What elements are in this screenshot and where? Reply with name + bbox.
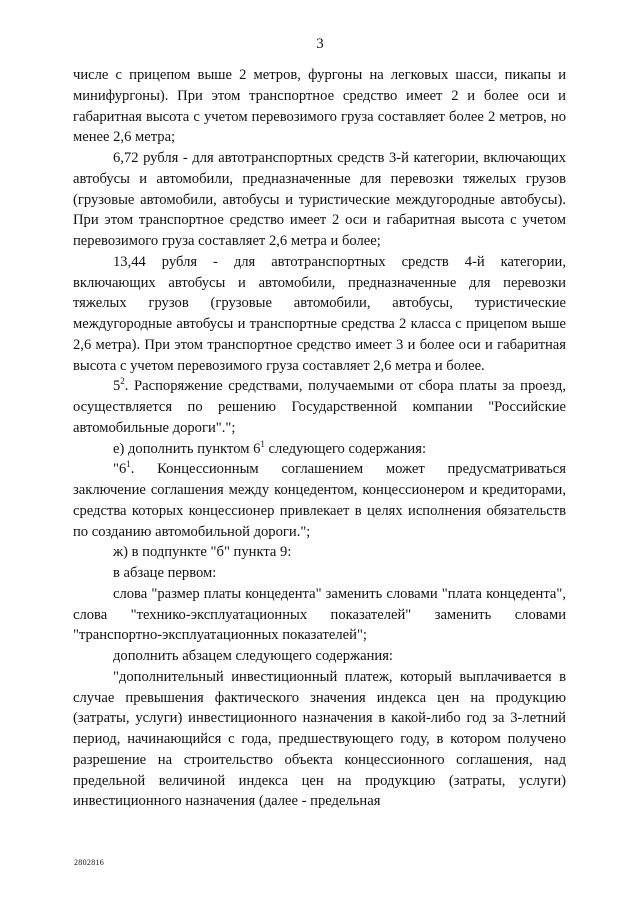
clause-number: "6	[113, 461, 127, 478]
paragraph-first-abzac: в абзаце первом:	[113, 565, 217, 581]
document-body	[73, 65, 566, 812]
document-code: 2802816	[74, 858, 105, 867]
paragraph-rate-category-4: 13,44 рубля - для автотранспортных средств 4-й категории, включающих автобусы и автомобили, предназначенные для перевозки тяжелых грузов (грузовые автомобили, автобусы, туристические междугородные автобусы и транспортные средства 2 класса с прицепом выше 2,6 метра). При этом транспортное средство имеет 3 и более оси и габаритная высота с учетом перевозимого груза составляет 2,6 метра и более.	[73, 253, 566, 374]
paragraph-continuation: числе с прицепом выше 2 метров, фургоны на легковых шасси, пикапы и минифургоны). При этом транспортное средство имеет 2 и более оси и габаритная высота с учетом перевозимого груза составляет более 2 метров, но менее 2,6 метра;	[73, 67, 566, 146]
item-text-end: следующего содержания:	[264, 440, 427, 457]
page-number: 3	[316, 36, 324, 52]
item-superscript: 1	[260, 438, 265, 449]
clause-superscript: 1	[126, 459, 131, 470]
paragraph-rate-category-3: 6,72 рубля - для автотранспортных средств 3-й категории, включающих автобусы и автомобили, предназначенные для перевозки тяжелых грузов (грузовые автомобили, автобусы и туристические междугородные автобусы). При этом транспортное средство имеет 2 оси и габаритная высота с учетом перевозимого груза составляет 2,6 метра и более;	[73, 150, 566, 249]
paragraph-clause-6-1	[73, 459, 566, 542]
paragraph-item-zh: ж) в подпункте "б" пункта 9:	[113, 544, 292, 561]
item-text-start: е) дополнить пунктом 6	[113, 440, 261, 457]
paragraph-item-e	[73, 439, 566, 460]
paragraph-replace-words: слова "размер платы концедента" заменить словами "плата концедента", слова "технико-эксплуатационных показателей" заменить словами "транспортно-эксплуатационных показателей";	[73, 585, 566, 644]
paragraph-add-abzac: дополнить абзацем следующего содержания:	[113, 648, 393, 664]
paragraph-additional-payment: "дополнительный инвестиционный платеж, который выплачивается в случае превышения фактического значения индекса цен на продукцию (затраты, услуги) инвестиционного назначения в какой-либо год за 3-летний период, начинающийся с года, предшествующего году, в котором получено разрешение на строительство объекта концессионного соглашения, над предельной величиной индекса цен на продукцию (затраты, услуги) инвестиционного назначения (далее - предельная	[73, 668, 566, 810]
paragraph-clause-5-2	[73, 376, 566, 438]
clause-text: . Распоряжение средствами, получаемыми от сбора платы за проезд, осуществляется по решению Государственной компании "Российские автомобильные дороги".";	[73, 378, 566, 436]
clause-text: . Концессионным соглашением может предусматриваться заключение соглашения между концедентом, концессионером и кредиторами, средства которых концессионер привлекает в целях исполнения обязательств по созданию автомобильной дороги.";	[73, 461, 566, 540]
clause-number: 5	[113, 378, 121, 395]
clause-superscript: 2	[120, 376, 125, 387]
